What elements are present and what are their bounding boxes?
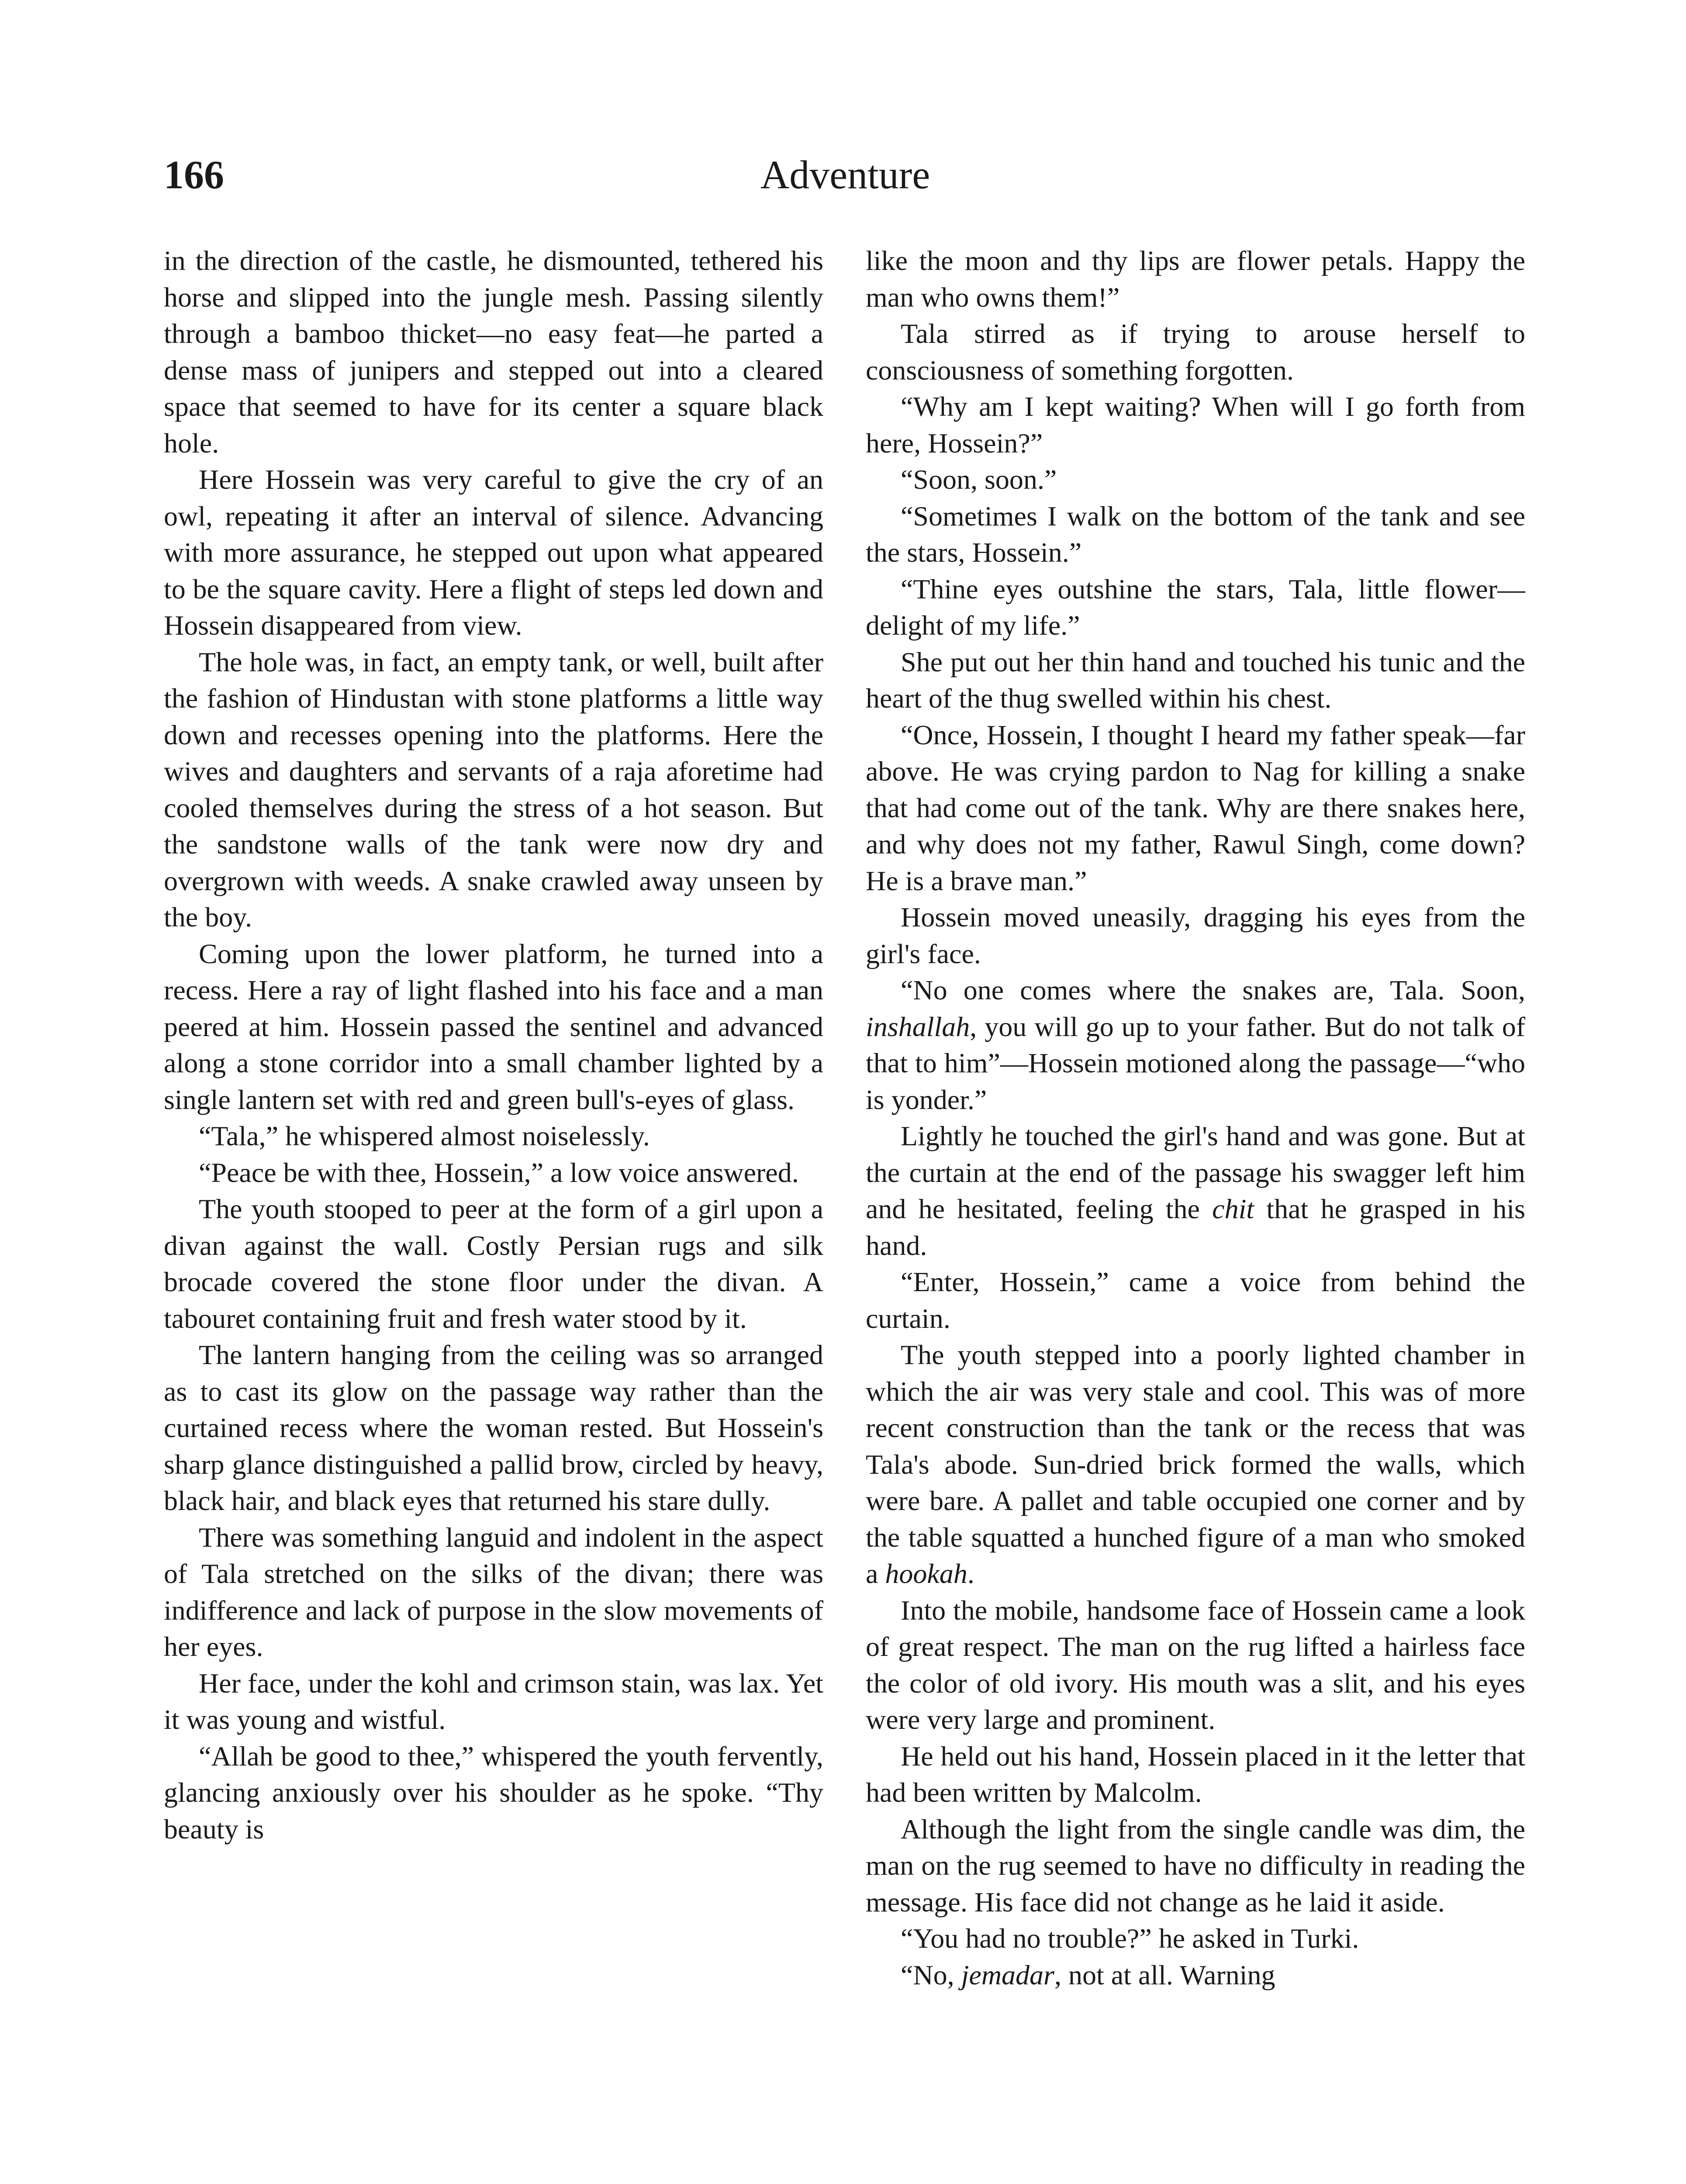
paragraph: “Thine eyes outshine the stars, Tala, little flower—delight of my life.”	[866, 573, 1525, 641]
paragraph: “Enter, Hossein,” came a voice from behind the curtain.	[866, 1266, 1525, 1334]
text-run: .	[967, 1558, 974, 1589]
left-column	[164, 242, 823, 1847]
page-number: 166	[164, 152, 224, 197]
paragraph	[866, 1337, 1525, 1592]
paragraph: “Peace be with thee, Hossein,” a low voice answered.	[199, 1157, 799, 1188]
paragraph: The lantern hanging from the ceiling was so arranged as to cast its glow on the passage way rather than the curtained recess where the woman rested. But Hossein's sharp glance distinguished a pallid brow, circled by heavy, black hair, and black eyes that returned his stare dully.	[164, 1339, 823, 1516]
italic-word: jemadar	[961, 1959, 1054, 1990]
text-run: that he grasped in his hand.	[866, 1193, 1525, 1261]
paragraph: in the direction of the castle, he dismounted, tethered his horse and slipped into the jungle mesh. Passing silently through a bamboo thicket—no easy feat—he parted a dense mass of junipers and stepped out into a cleared space that seemed to have for its center a square black hole.	[164, 245, 823, 459]
italic-word: chit	[1212, 1193, 1254, 1224]
paragraph: Although the light from the single candle was dim, the man on the rug seemed to have no difficulty in reading the message. His face did not change as he laid it aside.	[866, 1813, 1525, 1918]
paragraph: The hole was, in fact, an empty tank, or well, built after the fashion of Hindustan with stone platforms a little way down and recesses opening into the platforms. Here the wives and daughters and servants of a raja aforetime had cooled themselves during the stress of a hot season. But the sandstone walls of the tank were now dry and overgrown with weeds. A snake crawled away unseen by the boy.	[164, 646, 823, 933]
paragraph: Here Hossein was very careful to give the cry of an owl, repeating it after an interval of silence. Advancing with more assurance, he stepped out upon what appeared to be the square cavity. Here a flight of steps led down and Hossein disappeared from view.	[164, 464, 823, 641]
text-run: , not at all. Warning	[1054, 1959, 1275, 1990]
page-header	[164, 144, 1527, 205]
paragraph: “Allah be good to thee,” whispered the youth fervently, glancing anxiously over his shoulder as he spoke. “Thy beauty is	[164, 1740, 823, 1845]
paragraph: He held out his hand, Hossein placed in it the letter that had been written by Malcolm.	[866, 1740, 1525, 1808]
paragraph: The youth stooped to peer at the form of a girl upon a divan against the wall. Costly Persian rugs and silk brocade covered the stone floor under the divan. A tabouret containing fruit and fresh water stood by it.	[164, 1193, 823, 1334]
italic-word: inshallah	[866, 1011, 970, 1042]
paragraph: There was something languid and indolent in the aspect of Tala stretched on the silks of the divan; there was indifference and lack of purpose in the slow movements of her eyes.	[164, 1521, 823, 1662]
paragraph: Her face, under the kohl and crimson stain, was lax. Yet it was young and wistful.	[164, 1667, 823, 1735]
paragraph: “Once, Hossein, I thought I heard my father speak—far above. He was crying pardon to Nag for killing a snake that had come out of the tank. Why are there snakes here, and why does not my father, Rawul Singh, come down? He is a brave man.”	[866, 719, 1525, 896]
paragraph: “Why am I kept waiting? When will I go forth from here, Hossein?”	[866, 391, 1525, 459]
paragraph: “Sometimes I walk on the bottom of the tank and see the stars, Hossein.”	[866, 500, 1525, 568]
paragraph	[866, 1957, 1525, 1994]
right-column	[866, 242, 1525, 1993]
italic-word: hookah	[885, 1558, 967, 1589]
text-run: , you will go up to your father. But do not talk of that to him”—Hossein motioned along the passage—“who is yonder.”	[866, 1011, 1525, 1115]
paragraph	[866, 972, 1525, 1118]
paragraph: “Tala,” he whispered almost noiselessly.	[199, 1120, 650, 1151]
text-run: “No one comes where the snakes are, Tala. Soon,	[901, 975, 1525, 1006]
paragraph: She put out her thin hand and touched his tunic and the heart of the thug swelled within his chest.	[866, 646, 1525, 714]
paragraph: “Soon, soon.”	[901, 464, 1057, 495]
running-title: Adventure	[760, 152, 930, 197]
paragraph: Coming upon the lower platform, he turned into a recess. Here a ray of light flashed into his face and a man peered at him. Hossein passed the sentinel and advanced along a stone corridor into a small chamber lighted by a single lantern set with red and green bull's-eyes of glass.	[164, 938, 823, 1115]
paragraph: Tala stirred as if trying to arouse herself to consciousness of something forgotten.	[866, 318, 1525, 386]
paragraph: Hossein moved uneasily, dragging his eyes from the girl's face.	[866, 902, 1525, 969]
text-run: “No,	[901, 1959, 961, 1990]
paragraph	[866, 1118, 1525, 1264]
paragraph: “You had no trouble?” he asked in Turki.	[901, 1923, 1359, 1954]
paragraph: like the moon and thy lips are flower petals. Happy the man who owns them!”	[866, 245, 1525, 313]
text-run: The youth stepped into a poorly lighted chamber in which the air was very stale and cool. This was of more recent construction than the tank or the recess that was Tala's abode. Sun-dried brick formed the walls, which were bare. A pallet and table occupied one corner and by the table squatted a hunched figure of a man who smoked a	[866, 1339, 1525, 1589]
paragraph: Into the mobile, handsome face of Hossein came a look of great respect. The man on the rug lifted a hairless face the color of old ivory. His mouth was a slit, and his eyes were very large and prominent.	[866, 1594, 1525, 1735]
text-run: Lightly he touched the girl's hand and was gone. But at the curtain at the end of the passage his swagger left him and he hesitated, feeling the	[866, 1120, 1525, 1224]
